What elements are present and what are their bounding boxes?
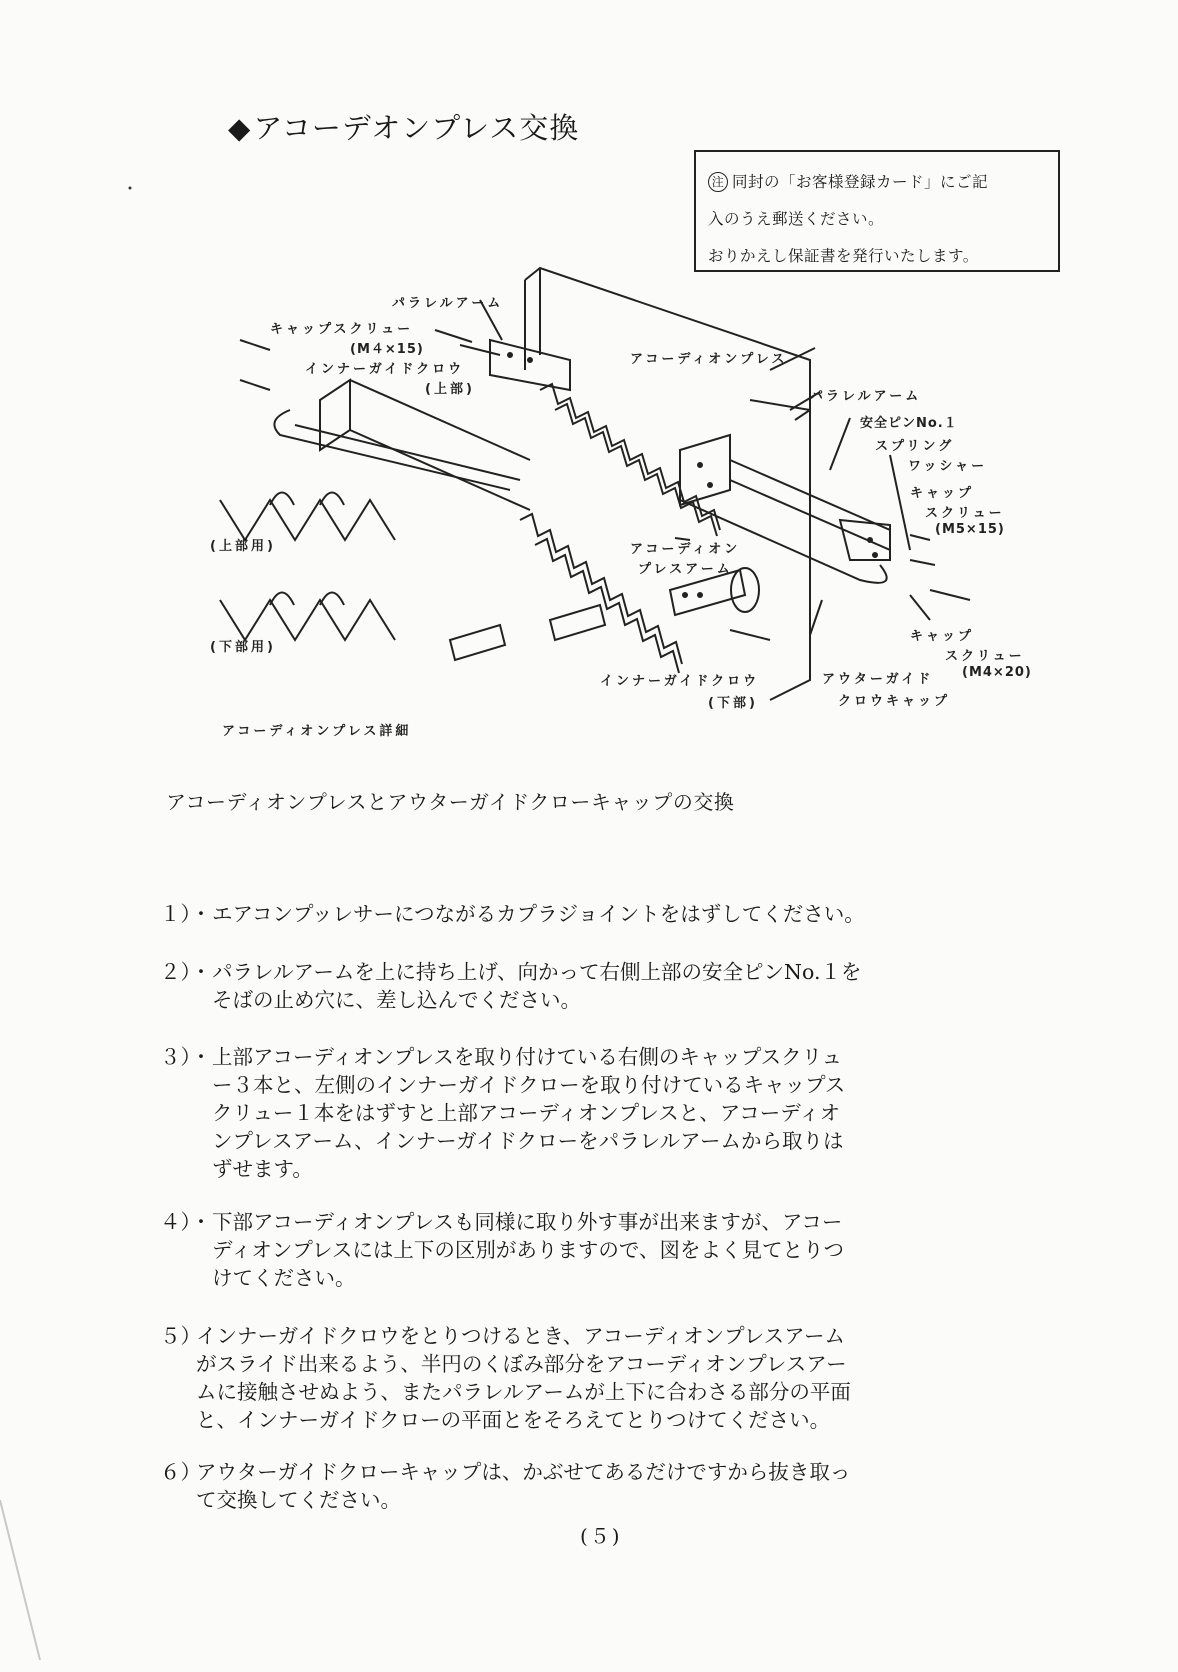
page-number: (５) [580, 1524, 622, 1548]
label-cap-screw-right-spec: (M5×15) [935, 522, 1005, 537]
label-outer-guide-2: クロウキャップ [838, 694, 951, 709]
label-parallel-arm-right: パラレルアーム [810, 389, 922, 404]
label-outer-guide-1: アウターガイド [822, 672, 934, 687]
label-inner-guide-bottom: インナーガイドクロウ [600, 674, 760, 689]
label-inner-guide-top: インナーガイドクロウ [305, 362, 465, 377]
label-spring-washer-2: ワッシャー [908, 459, 988, 474]
label-accordion-press: アコーディオンプレス [630, 352, 788, 367]
label-cap-screw-right-2: スクリュー [925, 506, 1005, 521]
manual-page: ◆アコーデオンプレス交換 注 同封の「お客様登録カード」にご記 入のうえ郵送ください。 おりかえし保証書を発行いたします。 パラレルアーム キャップスクリュー (M４×15) インナーガイドクロウ (上部) アコーディオンプレス パラレルアーム 安全ピンNo.１ スプリング ワッシャー キャップ スクリュー (M5×15) (上部用) (下部用) アコーディオン プレスアーム キャップ スクリュー (M4×20) インナーガイドクロウ (下部) アウターガイド クロウキャップ アコーディオンプレス詳細 アコーディオンプレスとアウターガイドクローキャップの交換 １）・ エアコンプッレサーにつながるカプラジョイントをはずしてください。 ２）・ パラレルアームを上に持ち上げ、向かって右側上部の安全ピンNo.１を そばの止め穴に、差し込んでください。 ３）・ 上部アコーディオンプレスを取り付けている右側のキャップスクリュ ー３本と、左側のインナーガイドクローを取り付けているキャップス クリュー１本をはずすと上部アコーディオンプレスと、アコーディオ ンプレスアーム、インナーガイドクローをパラレルアームから取りは ずせます。 ４）・ 下部アコーディオンプレスも同様に取り外す事が出来ますが、アコー ディオンプレスには上下の区別がありますので、図をよく見てとりつ けてください。 ５） インナーガイドクロウをとりつけるとき、アコーディオンプレスアーム がスライド出来るよう、半円のくぼみ部分をアコーディオンプレスアー ムに接触させぬよう、またパラレルアームが上下に合わさる部分の平面 と、インナーガイドクローの平面とをそろえてとりつけてください。 ６） アウターガイドクローキャップは、かぶせてあるだけですから抜き取っ て交換してください。 (５) [0, 0, 1178, 1672]
section-caption: アコーディオンプレスとアウターガイドクローキャップの交換 [166, 790, 735, 814]
label-inner-guide-bottom-sub: (下部) [708, 696, 758, 711]
page-title [228, 106, 579, 147]
label-cap-screw-bottom-1: キャップ [910, 629, 975, 644]
notice-line-3: おりかえし保証書を発行いたします。 [708, 247, 979, 265]
label-safety-pin: 安全ピンNo.１ [860, 416, 958, 431]
label-lower-use: (下部用) [210, 640, 276, 655]
label-inner-guide-top-sub: (上部) [425, 382, 475, 397]
label-cap-screw-right-1: キャップ [910, 486, 975, 501]
label-upper-use: (上部用) [210, 539, 276, 554]
label-detail: アコーディオンプレス詳細 [222, 724, 412, 739]
diamond-icon: ◆ [228, 111, 252, 145]
exploded-diagram [210, 260, 1090, 760]
label-cap-screw-top: キャップスクリュー [270, 322, 414, 337]
label-cap-screw-bottom-spec: (M4×20) [962, 665, 1032, 680]
label-cap-screw-bottom-2: スクリュー [945, 649, 1025, 664]
label-cap-screw-top-spec: (M４×15) [350, 342, 424, 357]
label-spring-washer-1: スプリング [875, 439, 955, 454]
label-parallel-arm-top: パラレルアーム [392, 296, 504, 311]
label-accordion-arm-1: アコーディオン [630, 542, 741, 557]
notice-line-2: 入のうえ郵送ください。 [708, 210, 885, 228]
label-accordion-arm-2: プレスアーム [638, 562, 733, 577]
notice-box [694, 150, 1060, 272]
page-title-text: アコーデオンプレス交換 [253, 111, 580, 145]
note-mark-icon: 注 [708, 172, 728, 192]
notice-line-1: 注 同封の「お客様登録カード」にご記 [708, 164, 1044, 201]
